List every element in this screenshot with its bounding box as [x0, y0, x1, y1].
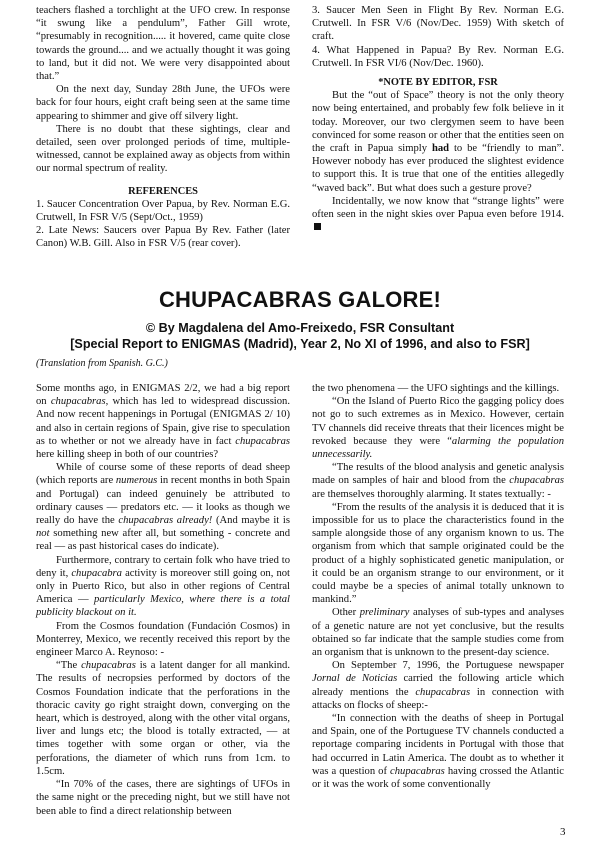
special-report-line: [Special Report to ENIGMAS (Madrid), Year 2, No XI of 1996, and also to FSR]: [70, 337, 530, 351]
translation-note: (Translation from Spanish. G.C.): [36, 358, 168, 369]
body-paragraph: “The results of the blood analysis and genetic analysis made on samples of hair and blood from the chupacabras are themselves thoroughly alarming. It states textually: -: [312, 462, 564, 500]
article-byline: [0, 320, 600, 352]
author-line: © By Magdalena del Amo-Freixedo, FSR Consultant: [145, 321, 455, 335]
article-title: CHUPACABRAS GALORE!: [158, 287, 442, 312]
body-paragraph: There is no doubt that these sightings, clear and detailed, seen over prolonged periods of time, multiple-witnessed, cannot be explained away as objects from within our normal spectrum of reality.: [36, 123, 290, 175]
page-number: 3: [560, 826, 566, 838]
editor-note-paragraphs: [312, 89, 564, 234]
end-of-article-mark: [314, 223, 321, 230]
previous-article-left-column: [36, 4, 290, 251]
article-right-column: [312, 382, 564, 791]
body-paragraph: Some months ago, in ENIGMAS 2/2, we had a big report on chupacabras, which has led to widespread discussion. And now recent happenings in Portugal (ENIGMAS 2/ 10) and also in certain regions of Spain, give rise to speculation as to whether or not we already have in fact chupacabras here killing sheep in both of our countries?: [36, 383, 290, 461]
article-left-column: [36, 382, 290, 818]
reference-item: 3. Saucer Men Seen in Flight By Rev. Norman E.G. Crutwell. In FSR V/6 (Nov/Dec. 1959) With sketch of craft.: [312, 5, 564, 43]
body-paragraph: Incidentally, we now know that “strange lights” were often seen in the night skies over Papua even before 1914.: [312, 195, 564, 235]
body-paragraph: “In connection with the deaths of sheep in Portugal and Spain, one of the Portuguese TV channels conducted a reportage comparing incidents in Portugal with those that had occurred in Latin America. The doubt as to whether it was a question of chupacabras having crossed the Atlantic or it was the work of some conventionally: [312, 713, 564, 791]
body-paragraph: While of course some of these reports of dead sheep (which reports are numerous in recent months in both Spain and Portugal) can indeed genuinely be attributed to ordinary causes — predators etc. — it looks as though we really do have the chupacabras already! (And maybe it is not something new after all, but something - concrete and real — as past historical cases do indicate).: [36, 462, 290, 553]
body-paragraph: From the Cosmos foundation (Fundación Cosmos) in Monterrey, Mexico, we recently received this report by the engineer Marco A. Reynoso: -: [36, 620, 290, 659]
body-paragraph: “On the Island of Puerto Rico the gagging policy does not go to such extremes as in Mexico. However, certain TV channels did receive threats that their licences might be revoked because they were “alarming the population unnecessarily.: [312, 396, 564, 461]
body-paragraph: On September 7, 1996, the Portuguese newspaper Jornal de Noticias carried the following article which already mentions the chupacabras in connection with attacks on flocks of sheep:-: [312, 660, 565, 711]
body-paragraph: But the “out of Space” theory is not the only theory now being entertained, and probably few folk believe in it today. Moreover, our two clergymen seem to have been convinced for some reason or other that the entities seen on the craft in Papua simply had to be “friendly to man”. However nobody has ever produced the slightest evidence to support this. It is true that one of the entities allegedly “waved back”. But what does such a gesture prove?: [312, 90, 564, 194]
body-paragraph: “From the results of the analysis it is deduced that it is impossible for us to place the characteristics found in the sample alongside those of any organism known to us. The organism from which that sample originated could be the product of a highly sophisticated genetic manipulation, or it could be an organism strange to our environment, or it could maybe be a species of animal totally unknown to mankind.”: [312, 501, 564, 606]
previous-article-right-column: [312, 4, 564, 234]
body-paragraph: Furthermore, contrary to certain folk who have tried to deny it, chupacabra activity is moreover still going on, not only in Puerto Rico, but also in other regions of Central America — particularly Mexico, where there is a total publicity blackout on it.: [36, 554, 290, 619]
previous-article-paragraphs: [36, 4, 290, 176]
reference-item: 1. Saucer Concentration Over Papua, by Rev. Norman E.G. Crutwell, In FSR V/5 (Sept/Oct., 1959): [36, 198, 290, 224]
references-heading: REFERENCES: [128, 185, 198, 197]
body-paragraph: “In 70% of the cases, there are sightings of UFOs in the same night or the preceding night, but we still have not been able to find a direct relationship between: [36, 779, 290, 817]
reference-item: 4. What Happened in Papua? By Rev. Norman E.G. Crutwell. In FSR VI/6 (Nov/Dec. 1960).: [312, 44, 564, 69]
body-paragraph: Other preliminary analyses of sub-types and analyses of a genetic nature are not yet conclusive, but the results obtained so far indicate that the sample studies come from an organism that is unknown to the present-day science.: [312, 607, 564, 659]
body-paragraph: On the next day, Sunday 28th June, the UFOs were back for four hours, eight craft being seen at the same time appearing to shimmer and give off silvery light.: [36, 84, 290, 122]
editor-note-heading: *NOTE BY EDITOR, FSR: [378, 77, 498, 89]
reference-item: 2. Late News: Saucers over Papua By Rev. Father (later Canon) W.B. Gill. Also in FSR V/5 (rear cover).: [36, 225, 290, 250]
body-paragraph: the two phenomena — the UFO sightings and the killings.: [312, 383, 560, 394]
body-paragraph: teachers flashed a torchlight at the UFO crew. In response “it swung like a pendulum”, Father Gill wrote, “presumably in recognition..... it hovered, came quite close towards the ground.... and we actually thought it was going to land, but it did not. We were very disappointed about that.”: [36, 5, 290, 83]
body-paragraph: “The chupacabras is a latent danger for all mankind. The results of necropsies performed by doctors of the Cosmos Foundation indicate that the perforations in the thoracic cavity go right straight down, converging on the heart, which is destroyed, along with the other vital organs, liver and lungs etc; the blood is totally extracted, — at times together with some organ or other, via the perforations, the diameter of which runs from 1cm. to 1.5cm.: [36, 660, 290, 777]
